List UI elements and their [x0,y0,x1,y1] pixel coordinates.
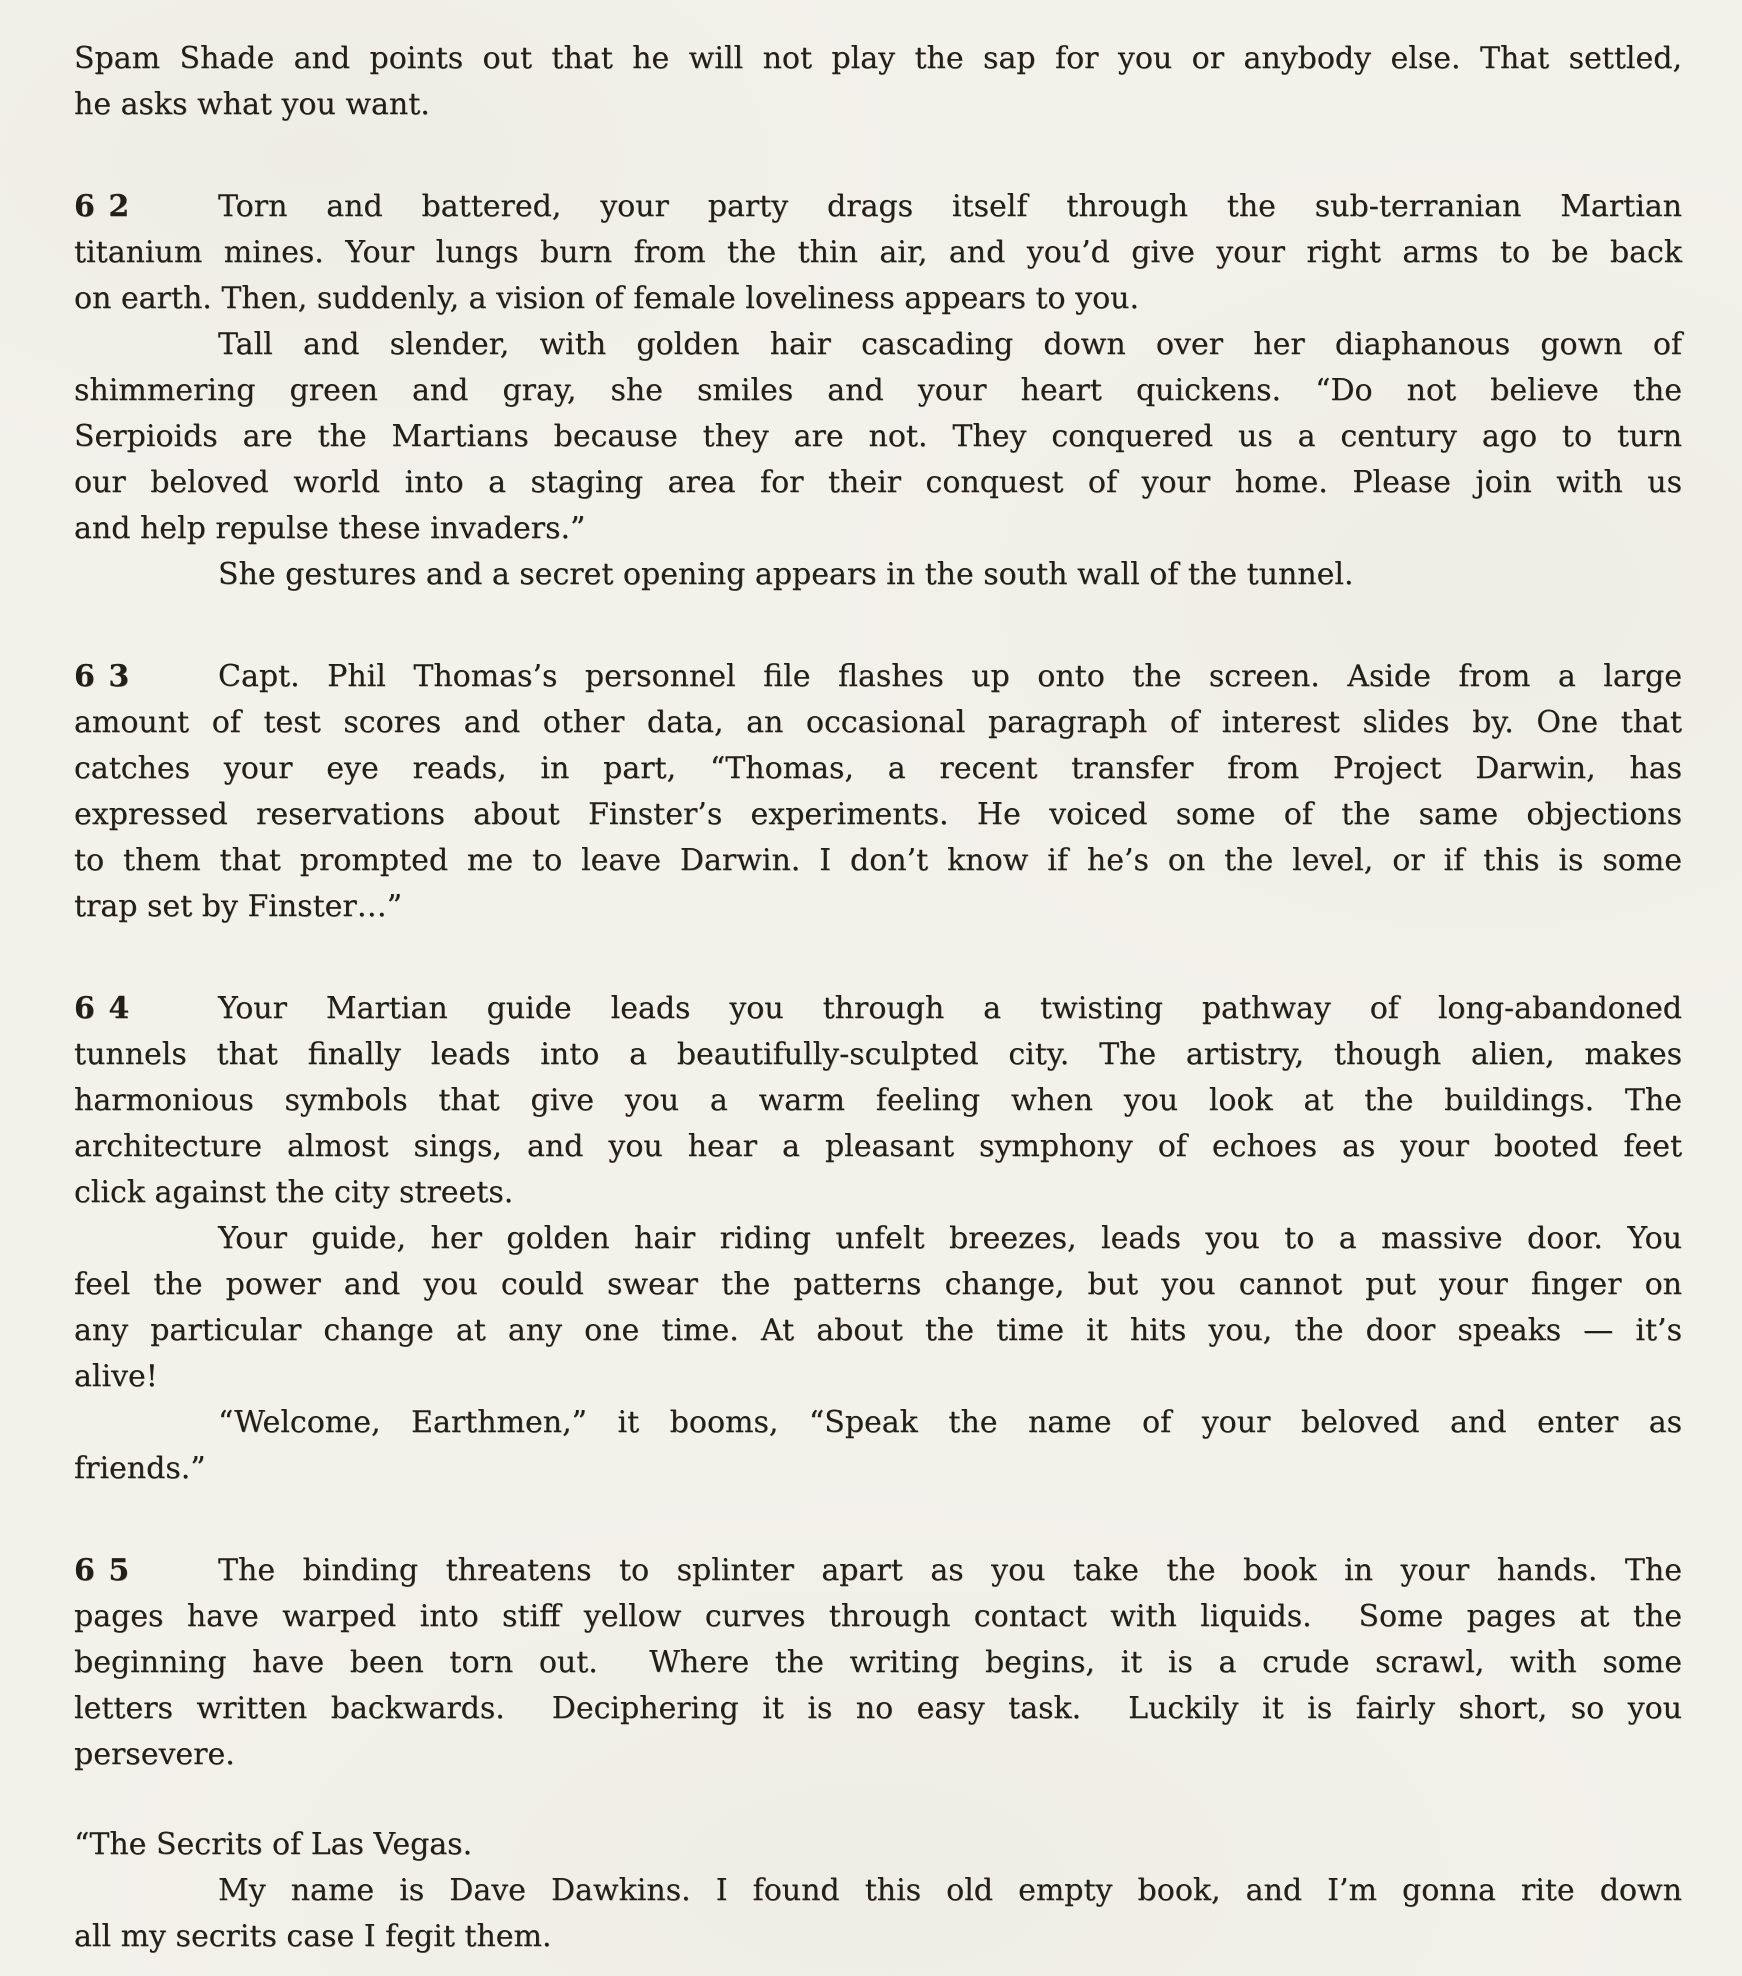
text-line: Tall and slender, with golden hair cascading down over her diaphanous gown of [218,327,1682,362]
text-line: harmonious symbols that give you a warm feeling when you look at the buildings. The [74,1083,1682,1118]
text-line: letters written backwards. Deciphering it is no easy task. Luckily it is fairly short, so you [74,1691,1682,1726]
text-line: trap set by Finster…” [74,889,403,924]
text-line: all my secrits case I fegit them. [74,1919,552,1954]
text-line: expressed reservations about Finster’s experiments. He voiced some of the same objections [74,797,1682,832]
text-line: catches your eye reads, in part, “Thomas, a recent transfer from Project Darwin, has [74,751,1682,786]
section-number: 63 [74,659,143,694]
section-63 [74,654,1682,930]
paragraph [74,986,1682,1216]
paragraph [74,552,1682,598]
text-line: any particular change at any one time. At about the time it hits you, the door speaks — it’s [74,1313,1682,1348]
text-line: alive! [74,1359,158,1394]
text-line: beginning have been torn out. Where the writing begins, it is a crude scrawl, with some [74,1645,1682,1680]
text-line: “Welcome, Earthmen,” it booms, “Speak the name of your beloved and enter as [218,1405,1682,1440]
text-line: architecture almost sings, and you hear a pleasant symphony of echoes as your booted feet [74,1129,1682,1164]
text-line: click against the city streets. [74,1175,514,1210]
text-line: feel the power and you could swear the patterns change, but you cannot put your finger on [74,1267,1682,1302]
paragraph [74,1548,1682,1778]
text-line: shimmering green and gray, she smiles and your heart quickens. “Do not believe the [74,373,1682,408]
text-line: 62 Torn and battered, your party drags itself through the sub-terranian Martian [74,184,1682,230]
section-62 [74,184,1682,598]
paragraph [74,654,1682,930]
paragraph [74,322,1682,552]
text-line: She gestures and a secret opening appears in the south wall of the tunnel. [218,557,1354,592]
text-line: to them that prompted me to leave Darwin. I don’t know if he’s on the level, or if this is some [74,843,1682,878]
section-number: 64 [74,991,143,1026]
text-line: “The Secrits of Las Vegas. [74,1827,473,1862]
text-line: 63 Capt. Phil Thomas’s personnel file flashes up onto the screen. Aside from a large [74,654,1682,700]
page-text [74,36,1682,1960]
text-line: tunnels that finally leads into a beautifully-sculpted city. The artistry, though alien, makes [74,1037,1682,1072]
section-number: 62 [74,189,143,224]
text-line: Your guide, her golden hair riding unfelt breezes, leads you to a massive door. You [218,1221,1682,1256]
text-line: 64 Your Martian guide leads you through a twisting pathway of long-abandoned [74,986,1682,1032]
text-line: Serpioids are the Martians because they are not. They conquered us a century ago to turn [74,419,1682,454]
text-line: pages have warped into stiff yellow curves through contact with liquids. Some pages at the [74,1599,1682,1634]
text-line: amount of test scores and other data, an occasional paragraph of interest slides by. One that [74,705,1682,740]
continued-paragraph [74,36,1682,128]
paragraph [74,184,1682,322]
paragraph [74,1868,1682,1960]
text-line: My name is Dave Dawkins. I found this old empty book, and I’m gonna rite down [218,1873,1682,1908]
text-line: persevere. [74,1737,235,1772]
paragraph [74,1822,1682,1868]
paragraph [74,1400,1682,1492]
section-65 [74,1548,1682,1778]
text-line: friends.” [74,1451,206,1486]
diary-excerpt [74,1822,1682,1960]
section-number: 65 [74,1553,143,1588]
text-line: he asks what you want. [74,87,430,122]
paragraph [74,1216,1682,1400]
text-line: on earth. Then, suddenly, a vision of female loveliness appears to you. [74,281,1139,316]
section-64 [74,986,1682,1492]
paragraph [74,36,1682,128]
text-line: titanium mines. Your lungs burn from the thin air, and you’d give your right arms to be back [74,235,1682,270]
text-line: Spam Shade and points out that he will not play the sap for you or anybody else. That settled, [74,41,1682,76]
text-line: our beloved world into a staging area for their conquest of your home. Please join with us [74,465,1682,500]
text-line: 65 The binding threatens to splinter apart as you take the book in your hands. The [74,1548,1682,1594]
text-line: and help repulse these invaders.” [74,511,586,546]
